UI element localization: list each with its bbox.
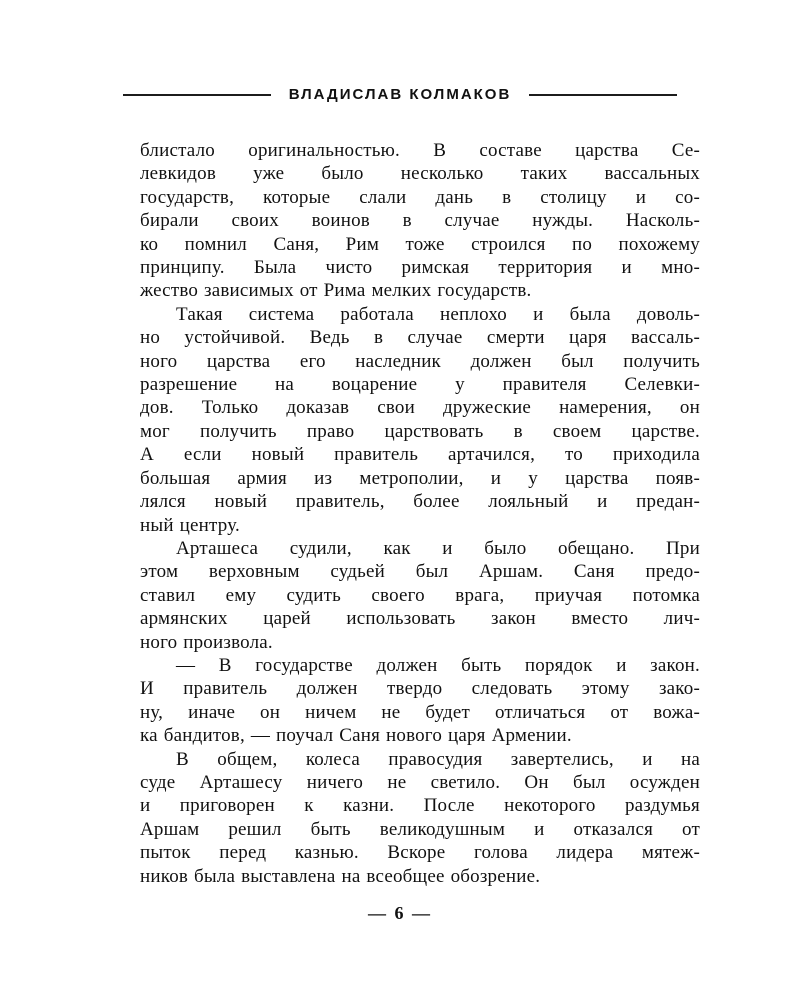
header-rule-right (529, 94, 677, 96)
author-name: ВЛАДИСЛАВ КОЛМАКОВ (288, 86, 512, 103)
text-line: ну, иначе он ничем не будет отличаться от вожа- (140, 701, 700, 723)
text-line: но устойчивой. Ведь в случае смерти царя вассаль- (140, 327, 700, 349)
text-line: И правитель должен твердо следовать этому зако- (140, 678, 700, 700)
paragraph (140, 748, 700, 888)
text-line: — В государстве должен быть порядок и закон. (176, 654, 700, 676)
text-line: ного произвола. (140, 631, 273, 653)
page-number: — 6 — (368, 903, 432, 923)
text-line: суде Арташесу ничего не светило. Он был осужден (140, 771, 700, 793)
text-line: этом верховным судьей был Аршам. Саня предо- (140, 561, 700, 583)
text-line: Арташеса судили, как и было обещано. При (176, 537, 700, 559)
text-line: В общем, колеса правосудия завертелись, и на (176, 748, 700, 770)
text-line: большая армия из метрополии, и у царства появ- (140, 467, 700, 489)
text-line: ко помнил Саня, Рим тоже строился по похожему (140, 233, 700, 255)
text-line: Аршам решил быть великодушным и отказался от (140, 818, 700, 840)
text-line: ного царства его наследник должен был получить (140, 350, 700, 372)
text-line: государств, которые слали дань в столицу и со- (140, 186, 700, 208)
text-line: жество зависимых от Рима мелких государств. (140, 280, 532, 302)
paragraph (140, 654, 700, 748)
running-head (0, 86, 800, 103)
text-line: мог получить право царствовать в своем царстве. (140, 420, 700, 442)
text-line: ка бандитов, — поучал Саня нового царя Армении. (140, 725, 572, 747)
paragraph (140, 537, 700, 654)
text-line: Такая система работала неплохо и была доволь- (176, 303, 700, 325)
text-block (140, 139, 700, 888)
text-line: пыток перед казнью. Вскоре голова лидера мятеж- (140, 842, 700, 864)
text-line: бирали своих воинов в случае нужды. Насколь- (140, 210, 700, 232)
text-line: ный центру. (140, 514, 240, 536)
text-line: дов. Только доказав свои дружеские намерения, он (140, 397, 700, 419)
text-line: А если новый правитель артачился, то приходила (140, 444, 700, 466)
text-line: блистало оригинальностью. В составе царства Се- (140, 140, 700, 161)
text-line: разрешение на воцарение у правителя Селевки- (140, 374, 700, 396)
text-line: левкидов уже было несколько таких вассальных (140, 163, 700, 185)
text-line: принципу. Была чисто римская территория и мно- (140, 257, 700, 279)
text-line: лялся новый правитель, более лояльный и предан- (140, 491, 700, 513)
text-line: и приговорен к казни. После некоторого раздумья (140, 795, 700, 817)
paragraph (140, 139, 700, 303)
header-rule-left (123, 94, 271, 96)
text-line: армянских царей использовать закон вместо лич- (140, 608, 700, 630)
text-line: ников была выставлена на всеобщее обозрение. (140, 865, 541, 887)
paragraph (140, 303, 700, 537)
text-line: ставил ему судить своего врага, приучая потомка (140, 584, 700, 606)
